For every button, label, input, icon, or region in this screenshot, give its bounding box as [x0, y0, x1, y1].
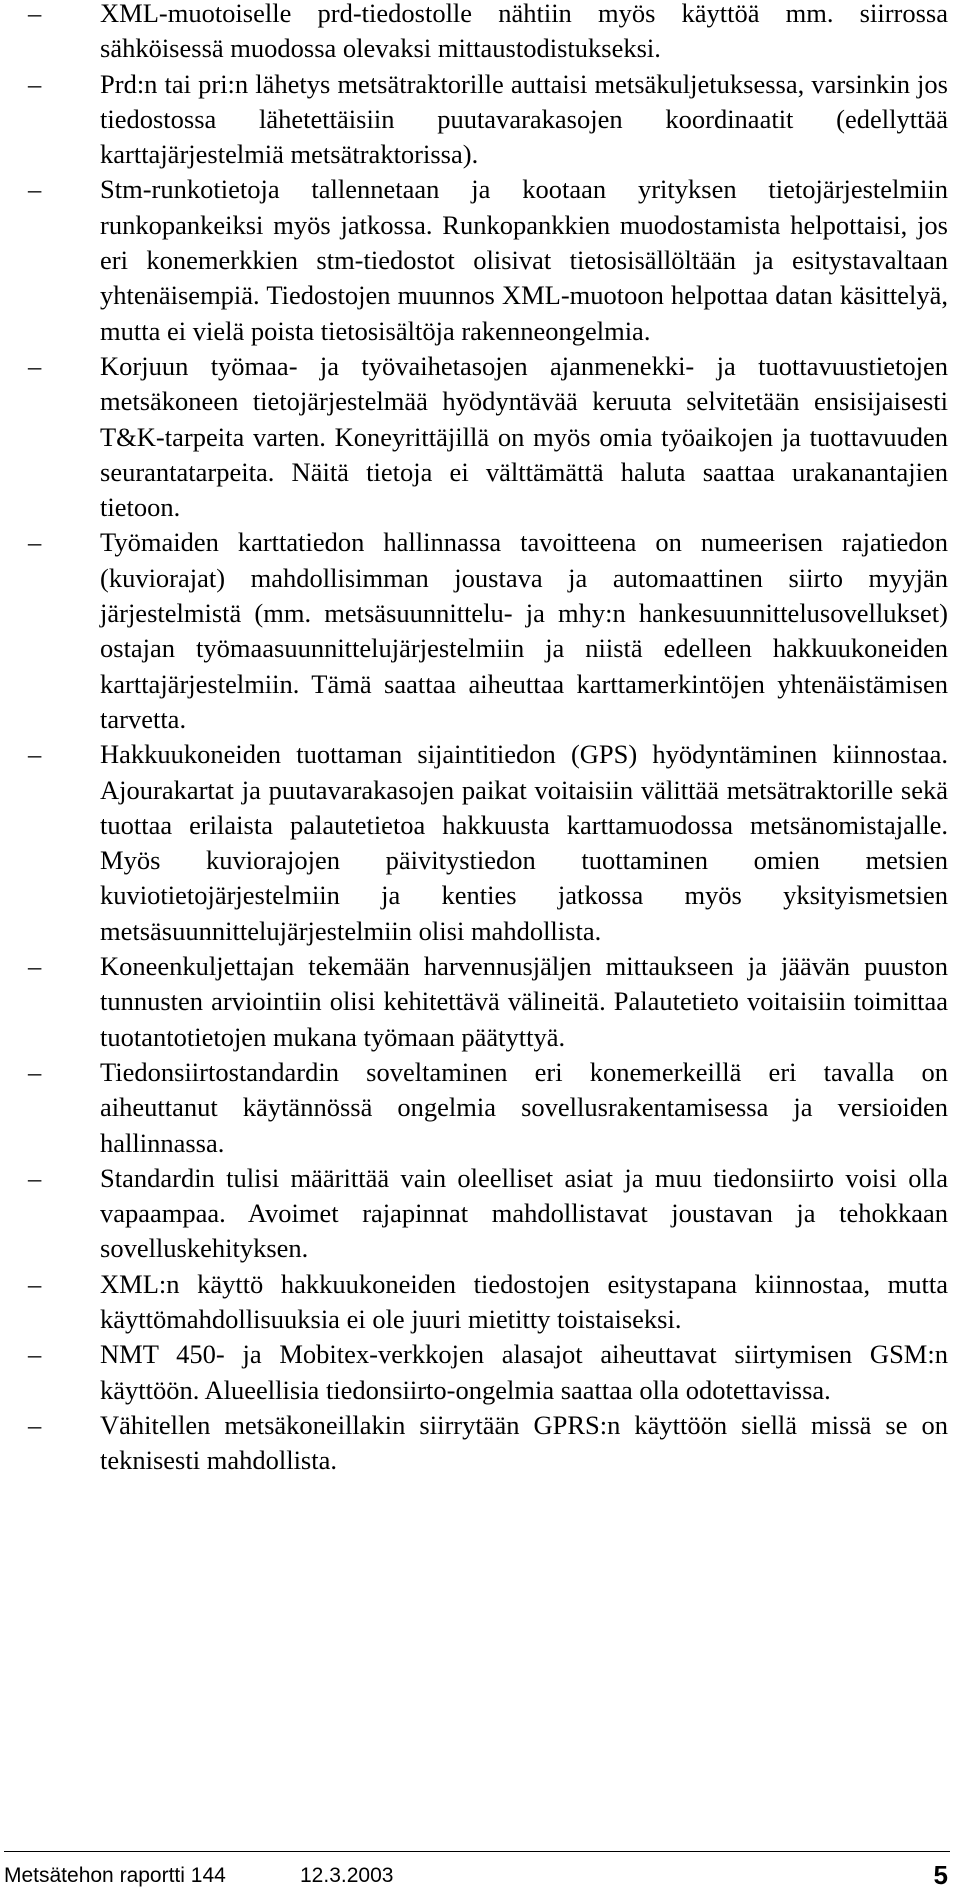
- dash-bullet: –: [28, 1339, 42, 1370]
- page-number: 5: [933, 1860, 948, 1890]
- list-item-text: Tiedonsiirtostandardin soveltaminen eri konemerkeillä eri tavalla on aiheuttanut käytännössä ongelmia sovellusrakentamisessa ja versioiden hallinnassa.: [100, 1056, 948, 1158]
- list-item-text: Stm-runkotietoja tallennetaan ja kootaan yrityksen tietojärjestelmiin runkopankeiksi myös jatkossa. Runkopankkien muodostamista helpottaisi, jos eri konemerkkien stm-tiedostot olisivat tietosisällöltään ja esitystavaltaan yhtenäisempiä. Tiedostojen muunnos XML-muotoon helpottaa datan käsittelyä, mutta ei vielä poista tietosisältöja rakenneongelmia.: [100, 174, 948, 346]
- list-item: [28, 1408, 948, 1479]
- dash-bullet: –: [28, 739, 42, 770]
- dash-bullet: –: [28, 1268, 42, 1299]
- list-item: [28, 172, 948, 348]
- list-item: [28, 525, 948, 737]
- dash-bullet: –: [28, 951, 42, 982]
- page-footer: [4, 1851, 950, 1896]
- list-item-text: Koneenkuljettajan tekemään harvennusjäljen mittaukseen ja jäävän puuston tunnusten arviointiin olisi kehitettävä välineitä. Palautetieto voitaisiin toimittaa tuotantotietojen mukana työmaan päätyttyä.: [100, 951, 948, 1052]
- dash-bullet: –: [28, 0, 42, 28]
- list-item-text: Standardin tulisi määrittää vain oleelliset asiat ja muu tiedonsiirto voisi olla vapaampaa. Avoimet rajapinnat mahdollistavat joustavan ja tehokkaan sovelluskehityksen.: [100, 1162, 948, 1264]
- list-item-text: XML:n käyttö hakkuukoneiden tiedostojen esitystapana kiinnostaa, mutta käyttömahdollisuuksia ei ole juuri mietitty toistaiseksi.: [100, 1268, 948, 1334]
- dash-bullet: –: [28, 350, 42, 381]
- list-item: [28, 0, 948, 67]
- dash-bullet: –: [28, 1409, 42, 1440]
- footer-report-title: Metsätehon raportti 144: [4, 1864, 226, 1887]
- list-item: [28, 1337, 948, 1408]
- list-item: [28, 1267, 948, 1338]
- dash-bullet: –: [28, 527, 42, 558]
- dash-bullet: –: [28, 1056, 42, 1087]
- list-item: [28, 949, 948, 1055]
- list-item-text: Korjuun työmaa- ja työvaihetasojen ajanmenekki- ja tuottavuustietojen metsäkoneen tietojärjestelmää hyödyntävää keruuta selvitetään ensisijaisesti T&K-tarpeita varten. Koneyrittäjillä on myös omia työaikojen ja tuottavuuden seurantatarpeita. Näitä tietoja ei välttämättä haluta saattaa urakanantajien tietoon.: [100, 350, 948, 523]
- dash-bullet: –: [28, 174, 42, 205]
- list-item-text: Hakkuukoneiden tuottaman sijaintitiedon (GPS) hyödyntäminen kiinnostaa. Ajourakartat ja puutavarakasojen paikat voitaisiin välittää metsätraktorille sekä tuottaa erilaista palautetietoa hakkuusta karttamuodossa metsänomistajalle. Myös kuviorajojen päivitystiedon tuottaminen omien metsien kuviotietojärjestelmiin ja kenties jatkossa myös yksityismetsien metsäsuunnittelujärjestelmiin olisi mahdollista.: [100, 739, 948, 946]
- dash-bullet: –: [28, 68, 42, 99]
- list-item-text: Prd:n tai pri:n lähetys metsätraktorille auttaisi metsäkuljetuksessa, varsinkin jos tiedostossa lähetettäisiin puutavarakasojen koordinaatit (edellyttää karttajärjestelmiä metsätraktorissa).: [100, 68, 948, 170]
- list-item: [28, 737, 948, 949]
- list-item-text: Vähitellen metsäkoneillakin siirrytään GPRS:n käyttöön siellä missä se on teknisesti mahdollista.: [100, 1409, 948, 1476]
- list-item: [28, 67, 948, 173]
- list-item-text: XML-muotoiselle prd-tiedostolle nähtiin myös käyttöä mm. siirrossa sähköisessä muodossa olevaksi mittaustodistukseksi.: [100, 0, 948, 64]
- list-item: [28, 1161, 948, 1267]
- list-item: [28, 349, 948, 525]
- footer-date: 12.3.2003: [300, 1864, 394, 1887]
- list-item: [28, 1055, 948, 1161]
- list-item-text: NMT 450- ja Mobitex-verkkojen alasajot aiheuttavat siirtymisen GSM:n käyttöön. Alueellisia tiedonsiirto-ongelmia saattaa olla odotettavissa.: [100, 1339, 948, 1405]
- dash-bullet: –: [28, 1162, 42, 1193]
- list-item-text: Työmaiden karttatiedon hallinnassa tavoitteena on numeerisen rajatiedon (kuviorajat) mahdollisimman joustava ja automaattinen siirto myyjän järjestelmistä (mm. metsäsuunnittelu- ja mhy:n hankesuunnittelusovellukset) ostajan työmaasuunnittelujärjestelmiin ja niistä edelleen hakkuukoneiden karttajärjestelmiin. Tämä saattaa aiheuttaa karttamerkintöjen yhtenäistämisen tarvetta.: [100, 527, 948, 734]
- bullet-list: [28, 0, 948, 1478]
